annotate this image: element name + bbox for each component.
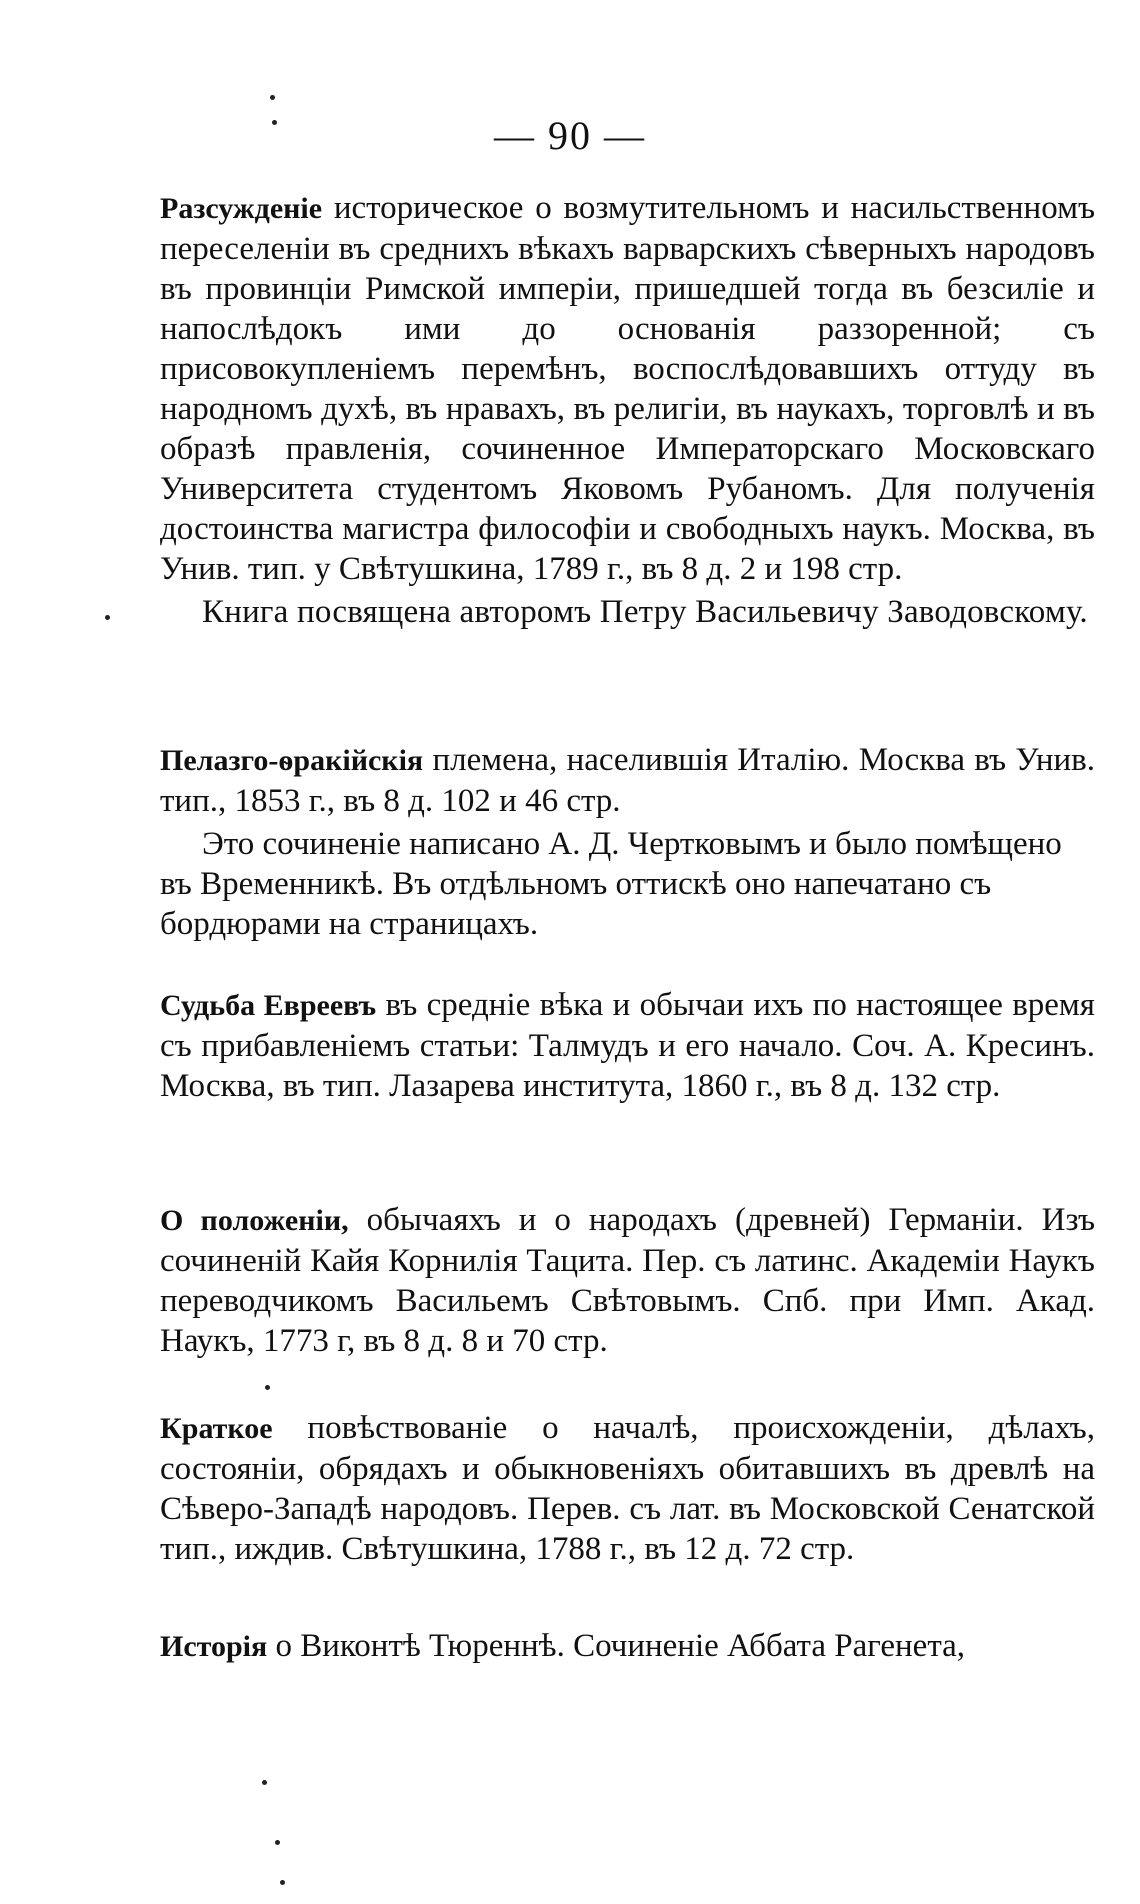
print-speck	[265, 1385, 270, 1390]
entry-note: Книга посвящена авторомъ Петру Васильевичу Заводовскому.	[202, 594, 1088, 630]
bibliography-entry	[160, 1200, 1095, 1361]
entry-paragraph	[160, 985, 1095, 1106]
bibliography-entry	[160, 740, 1095, 944]
bibliography-entry	[160, 985, 1095, 1106]
entry-body: о Виконтѣ Тюреннѣ. Сочиненіе Аббата Рагенета,	[275, 1628, 966, 1664]
print-speck	[272, 120, 277, 125]
page-number: — 90 —	[494, 113, 646, 158]
print-speck	[280, 1880, 285, 1885]
print-speck	[262, 1780, 267, 1785]
bibliography-entry	[160, 1408, 1095, 1569]
print-speck	[270, 95, 275, 100]
entry-lead-word: Исторія	[160, 1630, 268, 1663]
bibliography-entry	[160, 188, 1095, 632]
entry-paragraph	[160, 1408, 1095, 1569]
entry-paragraph	[160, 188, 1095, 589]
entry-note: Это сочиненіе написано А. Д. Чертковымъ и было помѣщено въ Временникѣ. Въ отдѣльномъ оттискѣ оно напечатано съ бордюрами на страницахъ.	[160, 826, 1062, 942]
entry-body: племена, населившія Италію. Москва въ Унив. тип., 1853 г., въ 8 д. 102 и 46 стр.	[160, 742, 1095, 819]
entry-lead-word: Краткое	[160, 1412, 273, 1445]
print-speck	[105, 615, 110, 620]
entry-body: въ средніе вѣка и обычаи ихъ по настоящее время съ прибавленіемъ статьи: Талмудъ и его начало. Соч. А. Кресинъ. Москва, въ тип. Лазарева института, 1860 г., въ 8 д. 132 стр.	[160, 987, 1095, 1104]
entry-paragraph	[160, 1200, 1095, 1361]
entry-paragraph	[160, 740, 1095, 821]
entry-lead-word: О положеніи,	[160, 1204, 349, 1237]
entry-body: повѣствованіе о началѣ, происхожденіи, дѣлахъ, состояніи, обрядахъ и обыкновеніяхъ обитавшихъ въ древлѣ на Сѣверо-Западѣ народовъ. Перев. съ лат. въ Московской Сенатской тип., иждив. Свѣтушкина, 1788 г., въ 12 д. 72 стр.	[160, 1410, 1095, 1567]
entry-body: обычаяхъ и о народахъ (древней) Германіи. Изъ сочиненій Кайя Корнилія Тацита. Пер. съ латинс. Академіи Наукъ переводчикомъ Васильемъ Свѣтовымъ. Спб. при Имп. Акад. Наукъ, 1773 г, въ 8 д. 8 и 70 стр.	[160, 1202, 1096, 1359]
entry-body: историческое о возмутительномъ и насильственномъ переселеніи въ среднихъ вѣкахъ варварскихъ сѣверныхъ народовъ въ провинціи Римской имперіи, пришедшей тогда въ безсиліе и напослѣдокъ ими до основанія раззоренной; съ присовокупленіемъ перемѣнъ, воспослѣдовавшихъ оттуду въ народномъ духѣ, въ нравахъ, въ религіи, въ наукахъ, торговлѣ и въ образѣ правленія, сочиненное Императорскаго Московскаго Университета студентомъ Яковомъ Рубаномъ. Для полученія достоинства магистра философіи и свободныхъ наукъ. Москва, въ Унив. тип. у Свѣтушкина, 1789 г., въ 8 д. 2 и 198 стр.	[160, 190, 1096, 587]
entry-lead-word: Пелазго-ѳракійскія	[160, 744, 424, 777]
print-speck	[275, 1840, 280, 1845]
entry-paragraph	[160, 1626, 1095, 1667]
entry-lead-word: Разсужденіе	[160, 192, 323, 225]
entry-lead-word: Судьба Евреевъ	[160, 989, 377, 1022]
bibliography-entry	[160, 1626, 1095, 1667]
